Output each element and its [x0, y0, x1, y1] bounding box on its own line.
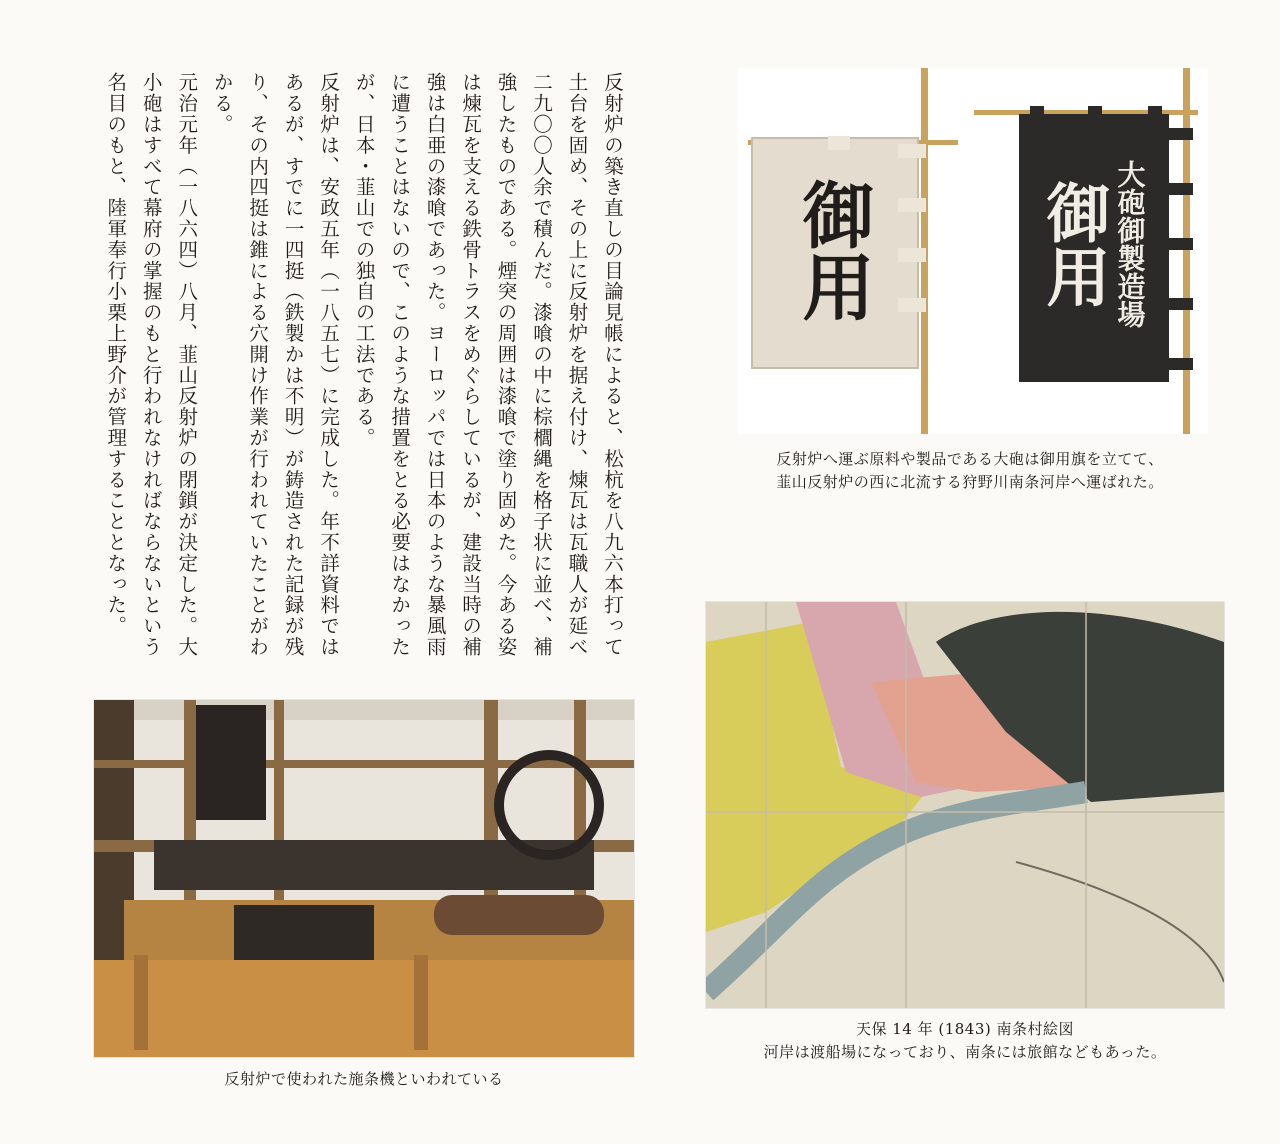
paragraph-3: 元治元年（一八六四）八月、韮山反射炉の閉鎖が決定した。大小砲はすべて幕府の掌握のもと行われなければならないという名目のもと、陸軍奉行小栗上野介が管理することとなった。 — [104, 72, 199, 658]
banner-caption — [700, 448, 1240, 495]
map-photo — [706, 602, 1224, 1008]
paragraph-1: 反射炉の築き直しの目論見帳によると、松杭を八九六本打って土台を固め、その上に反射炉を据え付け、煉瓦は瓦職人が延べ二九〇〇人余で積んだ。漆喰の中に棕櫚縄を格子状に並べ、補強したものである。煙突の周囲は漆喰で塗り固めた。今ある姿は煉瓦を支える鉄骨トラスをめぐらしているが、建設当時の補強は白亜の漆喰であった。ヨーロッパでは日本のような暴風雨に遭うことはないので、このような措置をとる必要はなかったが、日本・韮山での独自の工法である。 — [352, 72, 624, 658]
map-caption — [700, 1018, 1230, 1065]
machine-caption-text: 反射炉で使われた施条機といわれている — [224, 1070, 504, 1088]
right-banner-main-text: 御用 — [1035, 180, 1111, 308]
map-caption-line-1: 天保 14 年 (1843) 南条村絵図 — [855, 1020, 1075, 1038]
machine-caption — [94, 1068, 634, 1091]
map-caption-line-2: 河岸は渡船場になっており、南条には旅館などもあった。 — [763, 1043, 1167, 1062]
body-text — [104, 72, 630, 672]
inscription-board — [196, 705, 266, 820]
machine-photo — [94, 700, 634, 1057]
paragraph-2: 反射炉は、安政五年（一八五七）に完成した。年不詳資料ではあるが、すでに一四挺（鉄製かは不明）が鋳造された記録が残り、その内四挺は錐による穴開け作業が行われていたことがわかる。 — [210, 72, 341, 658]
banner-caption-line-2: 韮山反射炉の西に北流する狩野川南条河岸へ運ばれた。 — [776, 473, 1164, 492]
cannon-barrel — [434, 895, 604, 935]
banner-caption-line-1: 反射炉へ運ぶ原料や製品である大砲は御用旗を立てて、 — [776, 450, 1164, 468]
left-banner-text: 御用 — [790, 178, 876, 322]
right-banner-sub-text: 大砲御製造場 — [1113, 160, 1147, 328]
box — [234, 905, 374, 960]
banner-photo — [738, 68, 1208, 434]
